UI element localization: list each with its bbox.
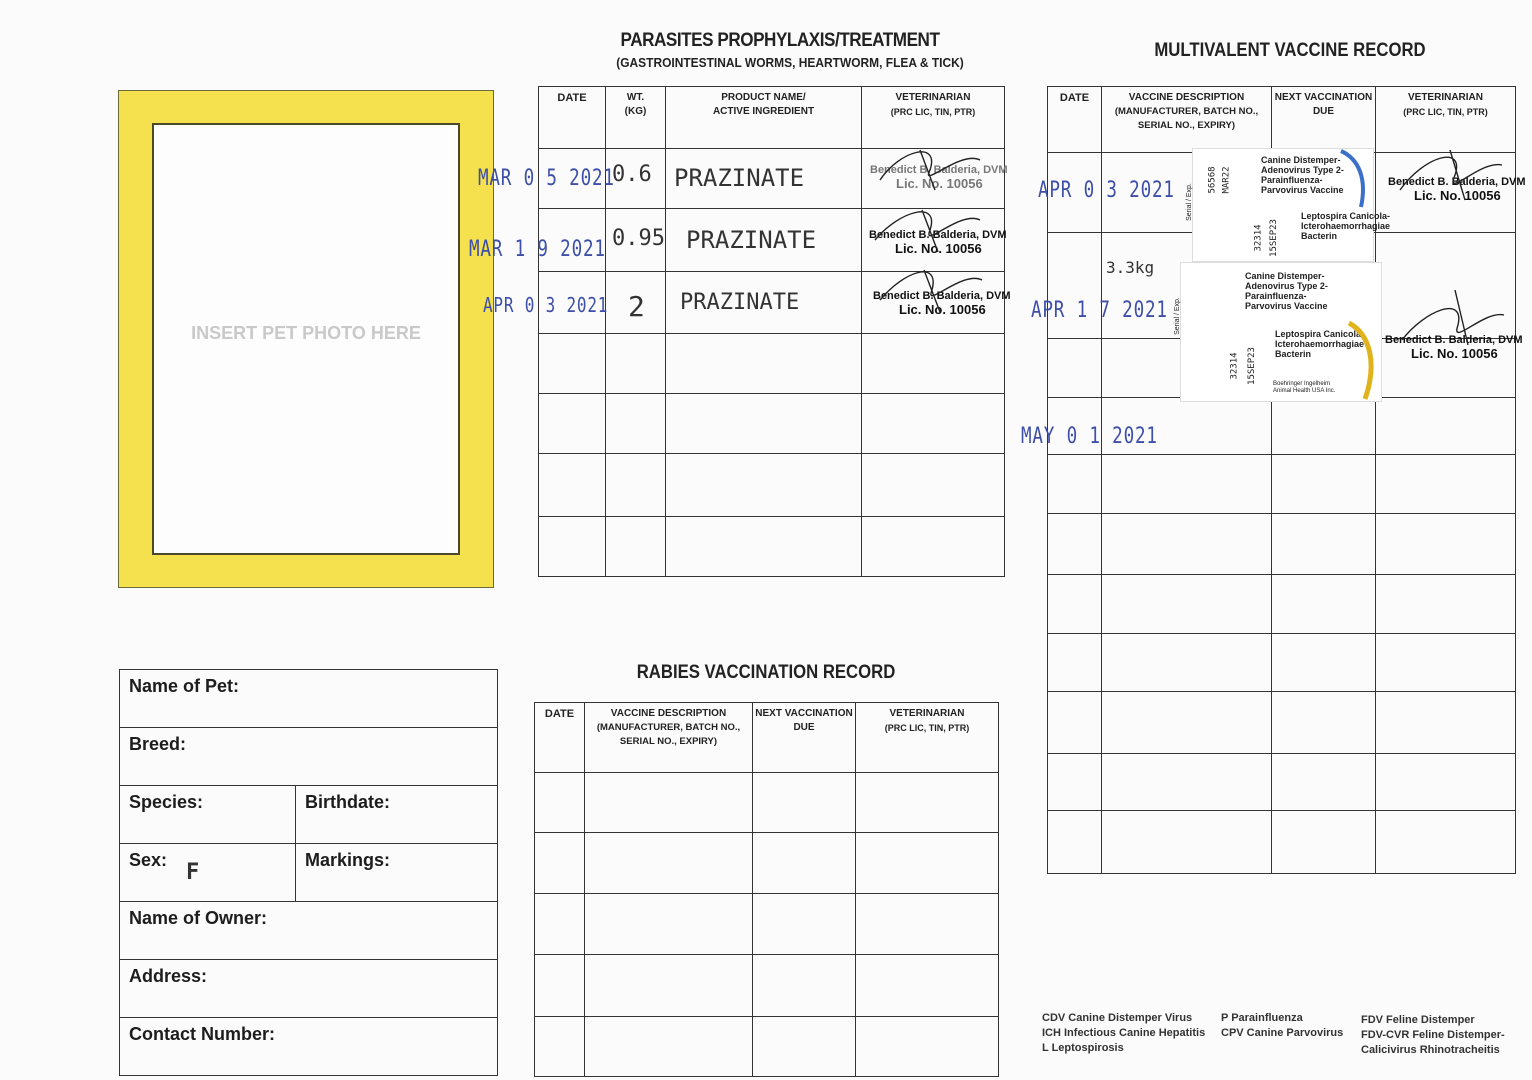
sticker-exp: MAR22 bbox=[1221, 166, 1232, 194]
signature-scribbles bbox=[1380, 130, 1510, 360]
parasites-header-weight: WT. (KG) bbox=[606, 87, 666, 149]
parasites-row1-date: MAR 0 5 2021 bbox=[478, 166, 615, 191]
rabies-title: RABIES VACCINATION RECORD bbox=[636, 662, 896, 683]
parasites-row2-product: PRAZINATE bbox=[686, 226, 817, 254]
table-row bbox=[539, 334, 1005, 394]
table-row bbox=[535, 894, 999, 955]
rabies-table bbox=[534, 702, 999, 1077]
multivalent-row3-date: MAY 0 1 2021 bbox=[1021, 424, 1158, 449]
multivalent-header-desc: VACCINE DESCRIPTION (MANUFACTURER, BATCH NO., SERIAL NO., EXPIRY) bbox=[1102, 87, 1272, 153]
table-row bbox=[1048, 634, 1516, 692]
legend-column-1 bbox=[1042, 1011, 1205, 1056]
sticker-swoosh bbox=[1339, 149, 1373, 209]
parasites-row3-product: PRAZINATE bbox=[680, 290, 800, 315]
breed-field bbox=[120, 728, 498, 786]
parasites-header-date: DATE bbox=[539, 87, 606, 149]
breed-label: Breed: bbox=[129, 734, 187, 754]
table-row bbox=[1048, 754, 1516, 811]
table-row bbox=[1048, 514, 1516, 575]
multivalent-header-vet: VETERINARIAN (PRC LIC, TIN, PTR) bbox=[1376, 87, 1516, 153]
sticker-lepto-text: Leptospira Canicola- Icterohaemorrhagiae Bacterin bbox=[1275, 329, 1365, 359]
vet-signature: Benedict B. Balderia, DVM Lic. No. 10056 bbox=[1388, 176, 1526, 203]
sticker-manufacturer: Boehringer Ingelheim Animal Health USA Inc. bbox=[1273, 381, 1336, 394]
table-row bbox=[535, 833, 999, 894]
rabies-header-next: NEXT VACCINATION DUE bbox=[753, 703, 856, 773]
table-row bbox=[539, 454, 1005, 517]
table-row bbox=[1048, 692, 1516, 754]
vaccine-sticker bbox=[1173, 262, 1382, 402]
sex-label: Sex: bbox=[129, 850, 168, 870]
sticker-serial: 56568 bbox=[1207, 166, 1218, 194]
multivalent-row2-date: APR 1 7 2021 bbox=[1031, 298, 1168, 323]
multivalent-header-date: DATE bbox=[1048, 87, 1102, 153]
markings-label: Markings: bbox=[305, 850, 391, 870]
address-label: Address: bbox=[129, 966, 208, 986]
multivalent-title: MULTIVALENT VACCINE RECORD bbox=[1154, 40, 1426, 61]
photo-placeholder bbox=[152, 123, 460, 555]
parasites-subtitle: (GASTROINTESTINAL WORMS, HEARTWORM, FLEA & TICK) bbox=[616, 55, 964, 70]
vet-signature: Benedict B. Balderia, DVM Lic. No. 10056 bbox=[1385, 334, 1523, 361]
pet-info-table bbox=[119, 669, 498, 1076]
parasites-row2-date: MAR 1 9 2021 bbox=[469, 237, 606, 262]
legend-item: Calicivirus Rhinotracheitis bbox=[1361, 1044, 1500, 1056]
sticker-serial-label: Serial / Exp. bbox=[1185, 183, 1193, 221]
sex-value: F bbox=[186, 860, 200, 885]
legend-column-3 bbox=[1361, 1013, 1505, 1058]
legend-item: L Leptospirosis bbox=[1042, 1042, 1124, 1054]
table-row bbox=[539, 517, 1005, 577]
table-row bbox=[1048, 455, 1516, 514]
legend-item: CPV Canine Parvovirus bbox=[1221, 1027, 1344, 1039]
parasites-row2-weight: 0.95 bbox=[612, 226, 665, 251]
contact-field bbox=[120, 1018, 498, 1076]
sticker-canine-text: Canine Distemper- Adenovirus Type 2- Parainfluenza- Parvovirus Vaccine bbox=[1261, 155, 1344, 195]
sticker-canine-text: Canine Distemper- Adenovirus Type 2- Parainfluenza- Parvovirus Vaccine bbox=[1245, 271, 1328, 311]
vaccine-sticker bbox=[1185, 148, 1391, 262]
rabies-header-vet: VETERINARIAN (PRC LIC, TIN, PTR) bbox=[856, 703, 999, 773]
vet-signature: Benedict B. Balderia, DVM Lic. No. 10056 bbox=[869, 229, 1007, 256]
legend-column-2 bbox=[1221, 1011, 1343, 1041]
rabies-header-desc: VACCINE DESCRIPTION (MANUFACTURER, BATCH NO., SERIAL NO., EXPIRY) bbox=[585, 703, 753, 773]
multivalent-row2-weight-note: 3.3kg bbox=[1106, 258, 1155, 277]
parasites-title: PARASITES PROPHYLAXIS/TREATMENT bbox=[620, 30, 940, 51]
name-of-pet-field bbox=[120, 670, 498, 728]
sex-field bbox=[120, 844, 296, 902]
species-field bbox=[120, 786, 296, 844]
birthdate-label: Birthdate: bbox=[305, 792, 390, 812]
contact-label: Contact Number: bbox=[129, 1024, 276, 1044]
sticker-lepto-text: Leptospira Canicola- Icterohaemorrhagiae Bacterin bbox=[1301, 211, 1391, 241]
table-row bbox=[535, 773, 999, 833]
rabies-header-date: DATE bbox=[535, 703, 585, 773]
legend-item: P Parainfluenza bbox=[1221, 1012, 1303, 1024]
species-label: Species: bbox=[129, 792, 204, 812]
legend-item: ICH Infectious Canine Hepatitis bbox=[1042, 1027, 1206, 1039]
birthdate-field bbox=[296, 786, 498, 844]
table-row bbox=[1048, 575, 1516, 634]
owner-field bbox=[120, 902, 498, 960]
table-row bbox=[535, 955, 999, 1017]
sticker-serial-2: 32314 bbox=[1253, 224, 1264, 252]
markings-field bbox=[296, 844, 498, 902]
table-row bbox=[535, 1017, 999, 1077]
vet-signature: Benedict B. Balderia, DVM Lic. No. 10056 bbox=[873, 290, 1011, 317]
vet-signature: Benedict B. Balderia, DVM Lic. No. 10056 bbox=[870, 164, 1008, 191]
photo-placeholder-text: INSERT PET PHOTO HERE bbox=[191, 323, 421, 343]
sticker-exp-2: 15SEP23 bbox=[1268, 219, 1279, 257]
parasites-header-product: PRODUCT NAME/ ACTIVE INGREDIENT bbox=[666, 87, 862, 149]
sticker-serial-2: 32314 bbox=[1229, 352, 1240, 380]
legend-item: FDV Feline Distemper bbox=[1361, 1014, 1475, 1026]
sticker-swoosh bbox=[1347, 321, 1381, 401]
multivalent-row1-date: APR 0 3 2021 bbox=[1038, 178, 1175, 203]
parasites-row3-weight: 2 bbox=[628, 290, 645, 323]
table-row bbox=[539, 394, 1005, 454]
name-of-pet-label: Name of Pet: bbox=[129, 676, 240, 696]
parasites-header-vet: VETERINARIAN (PRC LIC, TIN, PTR) bbox=[862, 87, 1005, 149]
address-field bbox=[120, 960, 498, 1018]
owner-label: Name of Owner: bbox=[129, 908, 268, 928]
multivalent-header-next: NEXT VACCINATION DUE bbox=[1272, 87, 1376, 153]
parasites-row1-product: PRAZINATE bbox=[674, 164, 805, 192]
legend-item: CDV Canine Distemper Virus bbox=[1042, 1012, 1193, 1024]
sticker-exp-2: 15SEP23 bbox=[1246, 347, 1257, 385]
table-row bbox=[1048, 811, 1516, 874]
parasites-row1-weight: 0.6 bbox=[612, 162, 652, 187]
sticker-serial-label: Serial / Exp. bbox=[1173, 297, 1181, 335]
legend-item: FDV-CVR Feline Distemper- bbox=[1361, 1029, 1505, 1041]
signature-scribbles bbox=[860, 130, 1010, 330]
parasites-row3-date: APR 0 3 2021 bbox=[483, 293, 609, 317]
